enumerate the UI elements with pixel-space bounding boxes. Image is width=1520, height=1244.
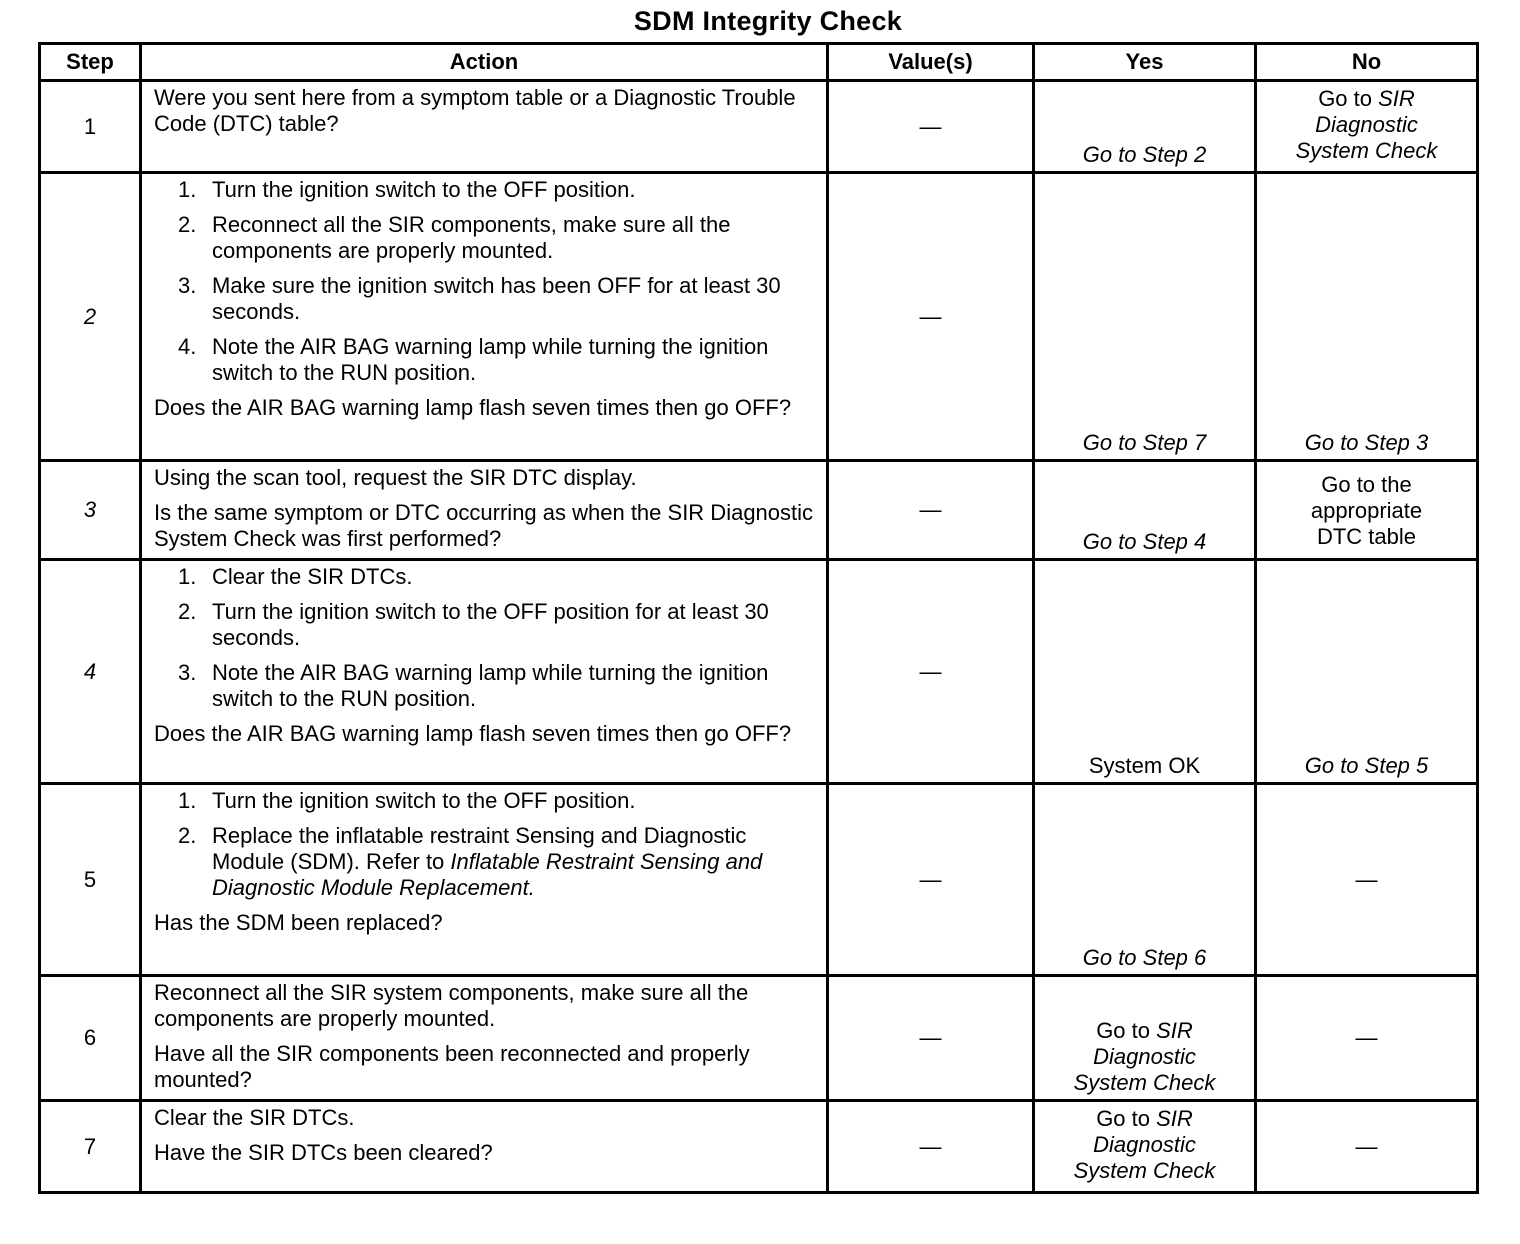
yes-link-text: System Check [1073, 1158, 1216, 1183]
yes-cell: Go to Step 4 [1034, 461, 1256, 560]
action-step: 4. Note the AIR BAG warning lamp while turning the ignition switch to the RUN position. [178, 334, 769, 385]
value-cell: — [828, 81, 1034, 173]
table-row [40, 81, 1478, 173]
header-action: Action [141, 44, 828, 81]
table-row [40, 1101, 1478, 1193]
action-question: Has the SDM been replaced? [154, 910, 443, 935]
no-cell: — [1256, 976, 1478, 1101]
yes-prefix: Go to [1096, 1018, 1150, 1043]
action-step: 1. Turn the ignition switch to the OFF position. [178, 788, 636, 813]
action-step: 1. Turn the ignition switch to the OFF position. [178, 177, 636, 202]
action-question: Have the SIR DTCs been cleared? [154, 1140, 493, 1165]
table-row [40, 784, 1478, 976]
yes-link-text: Diagnostic [1093, 1044, 1196, 1069]
header-no: No [1256, 44, 1478, 81]
step-number: 5 [40, 784, 141, 976]
yes-cell [1034, 976, 1256, 1101]
no-link-text: SIR [1378, 86, 1415, 111]
yes-cell [1034, 1101, 1256, 1193]
value-cell: — [828, 461, 1034, 560]
header-values: Value(s) [828, 44, 1034, 81]
action-question: Does the AIR BAG warning lamp flash seven times then go OFF? [154, 395, 792, 420]
action-cell [141, 976, 828, 1101]
no-cell [1256, 81, 1478, 173]
action-cell [141, 461, 828, 560]
yes-cell: Go to Step 2 [1034, 81, 1256, 173]
action-steps [154, 564, 814, 712]
table-row [40, 976, 1478, 1101]
no-link-text: System Check [1295, 138, 1438, 163]
action-text: Clear the SIR DTCs. [154, 1105, 355, 1130]
step-number: 1 [40, 81, 141, 173]
value-cell: — [828, 1101, 1034, 1193]
yes-cell: Go to Step 7 [1034, 173, 1256, 461]
diagnostic-table [38, 42, 1479, 1194]
no-cell: Go to Step 3 [1256, 173, 1478, 461]
action-step: 1. Clear the SIR DTCs. [178, 564, 413, 589]
step-number: 4 [40, 560, 141, 784]
no-text: Go to the [1321, 471, 1412, 497]
yes-cell: Go to Step 6 [1034, 784, 1256, 976]
step-number: 7 [40, 1101, 141, 1193]
header-row [40, 44, 1478, 81]
action-question: Does the AIR BAG warning lamp flash seven times then go OFF? [154, 721, 792, 746]
value-cell: — [828, 173, 1034, 461]
value-cell: — [828, 976, 1034, 1101]
action-text: Using the scan tool, request the SIR DTC display. [154, 465, 637, 490]
no-text: appropriate [1310, 497, 1423, 523]
action-question: Have all the SIR components been reconnected and properly mounted? [154, 1041, 750, 1092]
no-cell: — [1256, 784, 1478, 976]
action-cell [141, 560, 828, 784]
action-steps [154, 177, 814, 386]
no-text: DTC table [1316, 523, 1417, 549]
yes-link-text: SIR [1156, 1018, 1193, 1043]
action-cell [141, 1101, 828, 1193]
action-cell [141, 784, 828, 976]
table-row [40, 173, 1478, 461]
yes-link-text: System Check [1073, 1070, 1216, 1095]
yes-prefix: Go to [1096, 1106, 1150, 1131]
table-row [40, 560, 1478, 784]
action-cell [141, 81, 828, 173]
action-step: 2. Reconnect all the SIR components, make sure all the components are properly mounted. [178, 212, 731, 263]
action-steps [154, 788, 814, 901]
no-link-text: Diagnostic [1315, 112, 1418, 137]
action-step: 2. Replace the inflatable restraint Sensing and Diagnostic Module (SDM). Refer to Inflatable Restraint Sensing and Diagnostic Module Replacement. [178, 823, 763, 900]
header-yes: Yes [1034, 44, 1256, 81]
step-number: 3 [40, 461, 141, 560]
table-row [40, 461, 1478, 560]
reference-link-text: Inflatable Restraint Sensing and Diagnostic Module Replacement. [212, 849, 763, 900]
no-cell [1256, 461, 1478, 560]
yes-link-text: Diagnostic [1093, 1132, 1196, 1157]
value-cell: — [828, 560, 1034, 784]
no-cell: — [1256, 1101, 1478, 1193]
action-step: 2. Turn the ignition switch to the OFF position for at least 30 seconds. [178, 599, 769, 650]
page-title: SDM Integrity Check [633, 6, 903, 36]
no-cell: Go to Step 5 [1256, 560, 1478, 784]
action-question: Is the same symptom or DTC occurring as when the SIR Diagnostic System Check was first performed? [154, 500, 814, 551]
action-step: 3. Make sure the ignition switch has been OFF for at least 30 seconds. [178, 273, 781, 324]
action-cell [141, 173, 828, 461]
no-prefix: Go to [1318, 86, 1372, 111]
step-number: 2 [40, 173, 141, 461]
action-step: 3. Note the AIR BAG warning lamp while turning the ignition switch to the RUN position. [178, 660, 769, 711]
step-number: 6 [40, 976, 141, 1101]
yes-cell: System OK [1034, 560, 1256, 784]
yes-link-text: SIR [1156, 1106, 1193, 1131]
header-step: Step [40, 44, 141, 81]
action-text: Were you sent here from a symptom table or a Diagnostic Trouble Code (DTC) table? [154, 85, 796, 136]
action-text: Reconnect all the SIR system components, make sure all the components are properly mounted. [154, 980, 749, 1031]
value-cell: — [828, 784, 1034, 976]
